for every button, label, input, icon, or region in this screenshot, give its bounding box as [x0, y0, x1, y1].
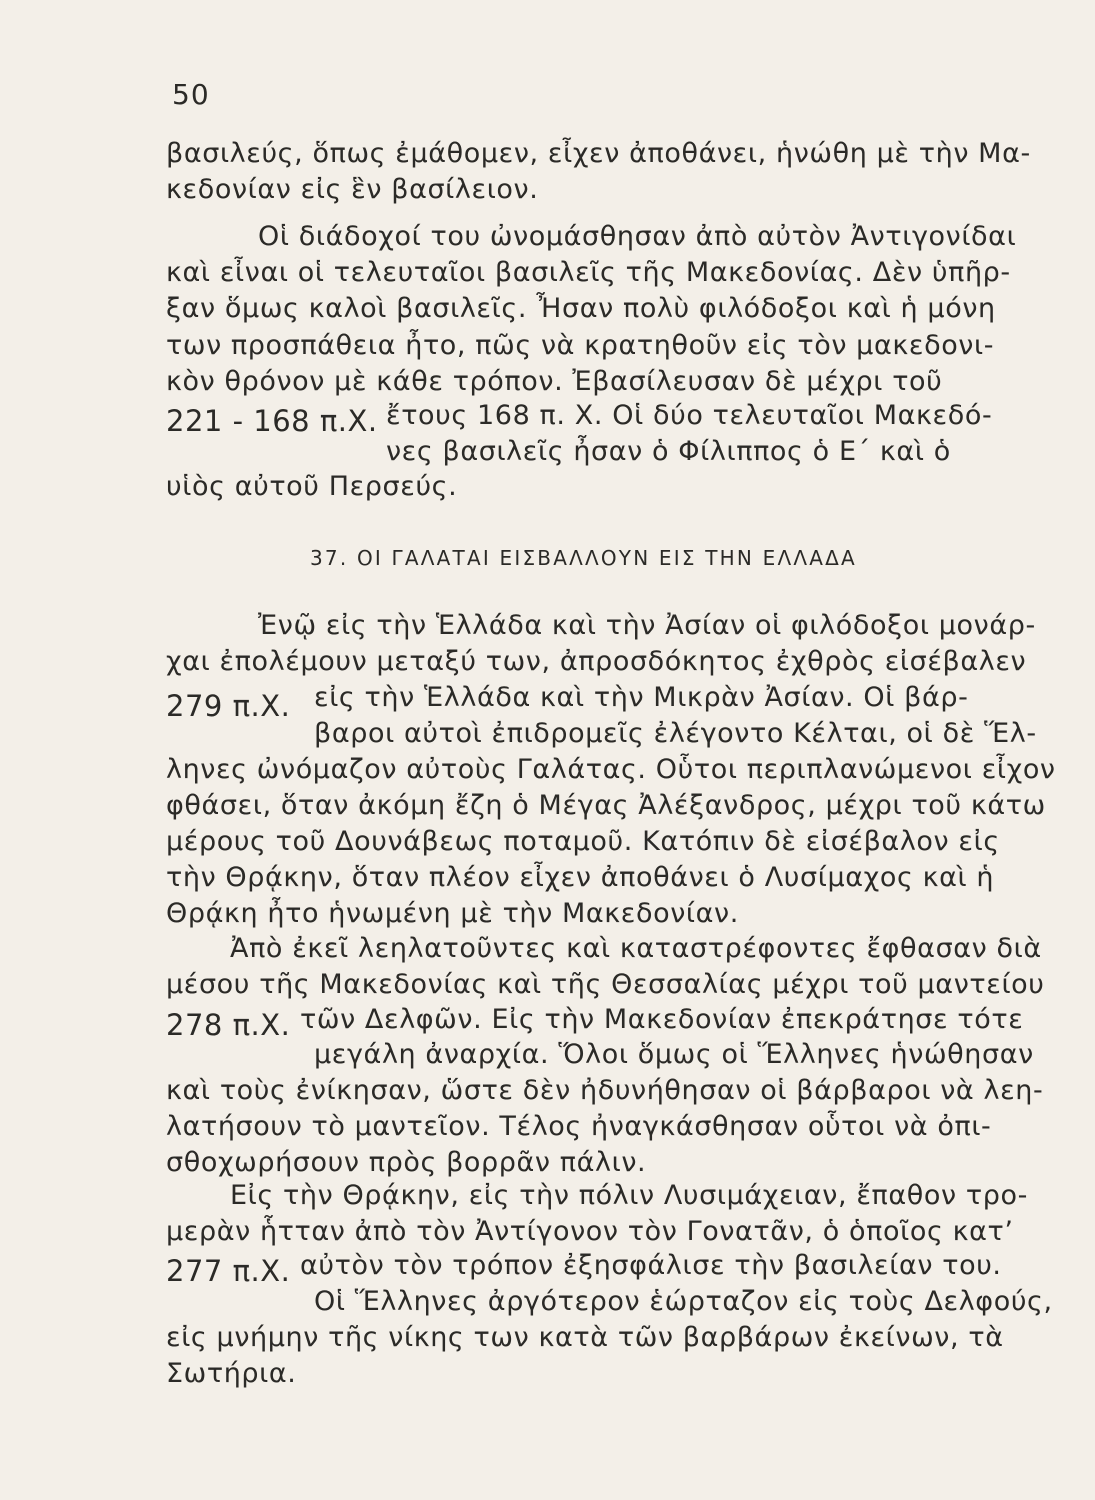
- text-line: σθοχωρήσουν πρὸς βορρᾶν πάλιν.: [166, 1147, 647, 1178]
- text-line: Ἐνῷ εἰς τὴν Ἑλλάδα καὶ τὴν Ἀσίαν οἱ φιλόδοξοι μονάρ-: [258, 610, 1036, 641]
- text-line: τῶν Δελφῶν. Εἰς τὴν Μακεδονίαν ἐπεκράτησε τότε: [300, 1004, 1024, 1035]
- section-heading: 37. ΟΙ ΓΑΛΑΤΑΙ ΕΙΣΒΑΛΛΟΥΝ ΕΙΣ ΤΗΝ ΕΛΛΑΔΑ: [310, 546, 857, 570]
- text-line: ξαν ὅμως καλοὶ βασιλεῖς. Ἦσαν πολὺ φιλόδοξοι καὶ ἡ μόνη: [166, 293, 996, 324]
- text-line: ληνες ὠνόμαζον αὐτοὺς Γαλάτας. Οὗτοι περιπλανώμενοι εἶχον: [166, 754, 1056, 785]
- text-line: βαροι αὐτοὶ ἐπιδρομεῖς ἐλέγοντο Κέλται, οἱ δὲ Ἕλ-: [314, 718, 1037, 749]
- text-line: κὸν θρόνον μὲ κάθε τρόπον. Ἐβασίλευσαν δὲ μέχρι τοῦ: [166, 366, 943, 397]
- margin-date: 221 - 168 π.Χ.: [166, 404, 378, 438]
- text-line: ἔτους 168 π. Χ. Οἱ δύο τελευταῖοι Μακεδό-: [386, 400, 993, 431]
- text-line: των προσπάθεια ἦτο, πῶς νὰ κρατηθοῦν εἰς τὸν μακεδονι-: [166, 330, 995, 361]
- text-line: τὴν Θρᾴκην, ὅταν πλέον εἶχεν ἀποθάνει ὁ Λυσίμαχος καὶ ἡ: [166, 862, 995, 893]
- text-line: βασιλεύς, ὅπως ἐμάθομεν, εἶχεν ἀποθάνει, ἡνώθη μὲ τὴν Μα-: [166, 138, 1031, 169]
- text-line: μεγάλη ἀναρχία. Ὅλοι ὅμως οἱ Ἕλληνες ἡνώθησαν: [314, 1039, 1034, 1070]
- margin-date: 278 π.Χ.: [166, 1008, 291, 1042]
- text-line: καὶ εἶναι οἱ τελευταῖοι βασιλεῖς τῆς Μακεδονίας. Δὲν ὑπῆρ-: [166, 257, 1011, 288]
- text-line: Θρᾴκη ἦτο ἡνωμένη μὲ τὴν Μακεδονίαν.: [166, 898, 739, 929]
- text-line: λατήσουν τὸ μαντεῖον. Τέλος ἠναγκάσθησαν οὗτοι νὰ ὀπι-: [166, 1111, 992, 1142]
- text-line: μέρους τοῦ Δουνάβεως ποταμοῦ. Κατόπιν δὲ εἰσέβαλον εἰς: [166, 826, 1000, 857]
- page-number: 50: [172, 78, 210, 111]
- text-line: Εἰς τὴν Θρᾴκην, εἰς τὴν πόλιν Λυσιμάχειαν, ἔπαθον τρο-: [230, 1180, 1028, 1211]
- text-line: υἱὸς αὐτοῦ Περσεύς.: [166, 471, 458, 502]
- text-line: μερὰν ἧτταν ἀπὸ τὸν Ἀντίγονον τὸν Γονατᾶν, ὁ ὁποῖος κατ’: [166, 1216, 1014, 1247]
- text-line: χαι ἐπολέμουν μεταξύ των, ἀπροσδόκητος ἐχθρὸς εἰσέβαλεν: [166, 646, 1027, 677]
- text-line: κεδονίαν εἰς ἓν βασίλειον.: [166, 174, 539, 205]
- text-line: αὐτὸν τὸν τρόπον ἐξησφάλισε τὴν βασιλείαν του.: [300, 1250, 1002, 1281]
- text-line: εἰς μνήμην τῆς νίκης των κατὰ τῶν βαρβάρων ἐκείνων, τὰ: [166, 1322, 1004, 1353]
- text-line: νες βασιλεῖς ἦσαν ὁ Φίλιππος ὁ Ε΄ καὶ ὁ: [386, 436, 951, 467]
- text-line: Οἱ Ἕλληνες ἀργότερον ἑώρταζον εἰς τοὺς Δελφούς,: [314, 1286, 1053, 1317]
- text-line: Ἀπὸ ἐκεῖ λεηλατοῦντες καὶ καταστρέφοντες ἔφθασαν διὰ: [230, 933, 1042, 964]
- text-line: Σωτήρια.: [166, 1358, 297, 1389]
- margin-date: 277 π.Χ.: [166, 1254, 291, 1288]
- margin-date: 279 π.Χ.: [166, 689, 291, 723]
- text-line: φθάσει, ὅταν ἀκόμη ἔζη ὁ Μέγας Ἀλέξανδρος, μέχρι τοῦ κάτω: [166, 790, 1046, 821]
- text-line: μέσου τῆς Μακεδονίας καὶ τῆς Θεσσαλίας μέχρι τοῦ μαντείου: [166, 969, 1045, 1000]
- text-line: Οἱ διάδοχοί του ὠνομάσθησαν ἀπὸ αὐτὸν Ἀντιγονίδαι: [258, 221, 1017, 252]
- text-line: εἰς τὴν Ἑλλάδα καὶ τὴν Μικρὰν Ἀσίαν. Οἱ βάρ-: [314, 682, 969, 713]
- text-line: καὶ τοὺς ἐνίκησαν, ὥστε δὲν ἠδυνήθησαν οἱ βάρβαροι νὰ λεη-: [166, 1075, 1044, 1106]
